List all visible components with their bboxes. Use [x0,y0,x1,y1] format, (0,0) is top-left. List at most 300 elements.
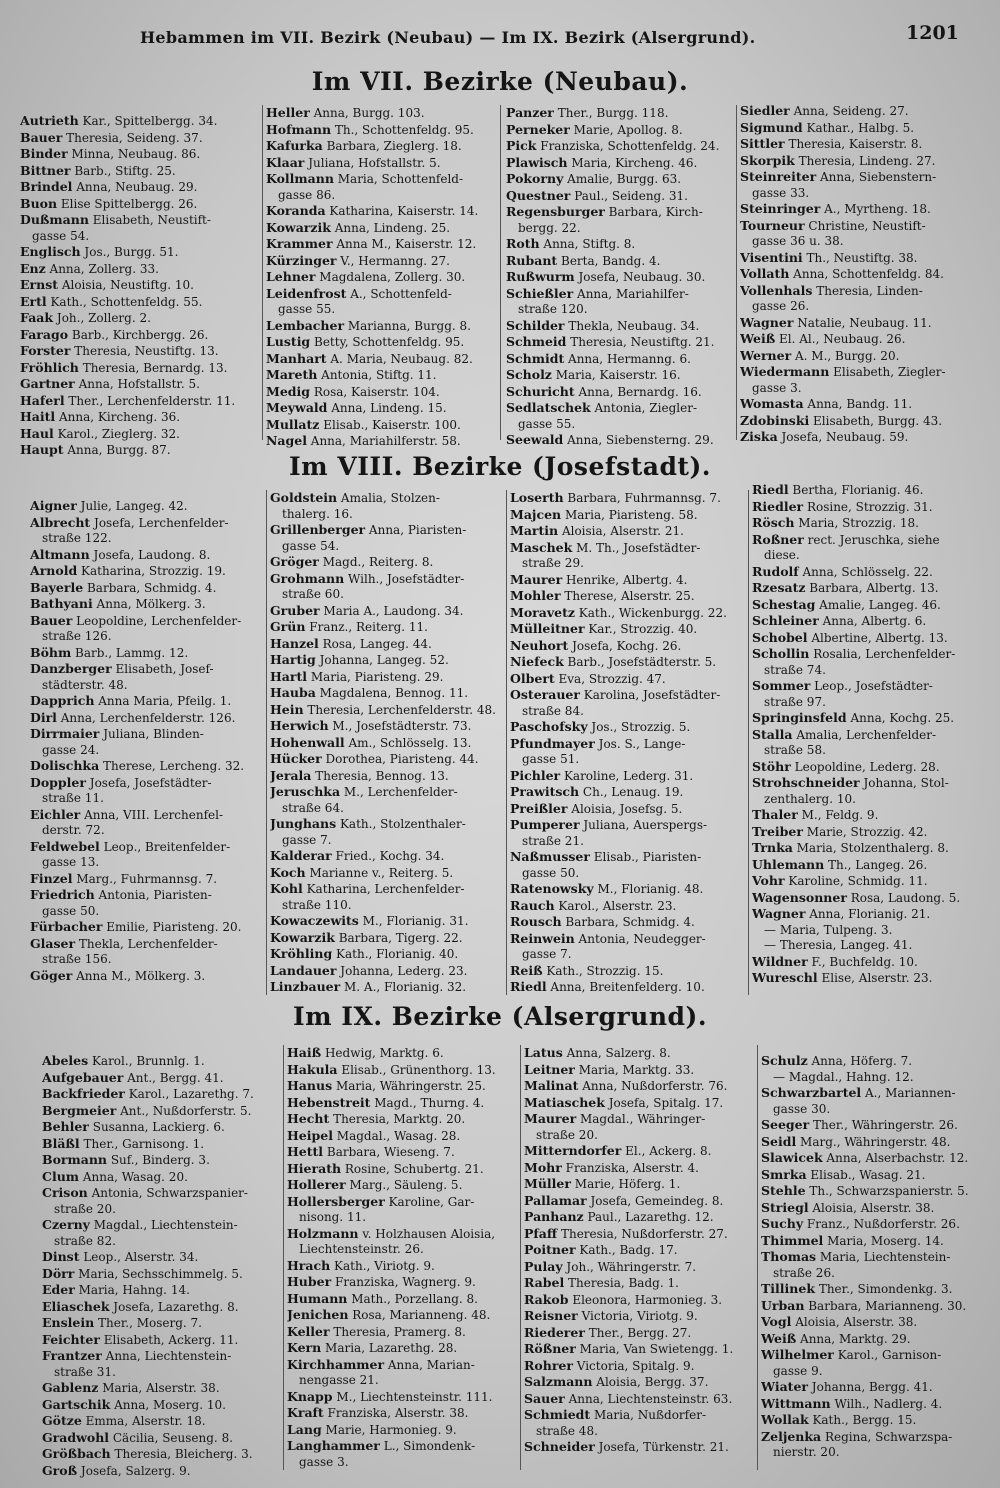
entry-surname: Plawisch [506,154,568,170]
entry-surname: Mitterndorfer [524,1143,622,1158]
entry-details: Anna, VIII. Lerchenfel- [80,807,224,822]
entry-surname: Springinsfeld [752,710,847,725]
directory-entry [42,1152,281,1169]
entry-surname: Tillinek [761,1281,815,1296]
entry-details: Elisab., Wasag. 21. [806,1167,926,1182]
entry-surname: Bittner [20,162,71,178]
entry-details: Elisab., Grünenthorg. 13. [337,1062,496,1077]
entry-details: Josefa, Josefstädter- [85,775,212,790]
entry-details: Kathar., Halbg. 5. [802,120,915,135]
entry-surname: Thomas [761,1249,817,1264]
directory-entry [761,1134,994,1151]
entry-details: Anna, Burgg. 103. [309,106,425,120]
entry-surname: Goldstein [270,490,338,505]
directory-entry [42,1086,281,1103]
entry-surname: Pulay [524,1258,563,1274]
entry-details: Josefa, Lerchenfelder- [90,515,229,530]
directory-entry [42,1315,281,1332]
entry-details: Elise, Alserstr. 23. [817,971,933,985]
entries-column-viii-2 [270,490,504,996]
entries-column-vii-1 [20,113,260,459]
entry-surname: Paschofsky [510,719,588,734]
directory-entry [524,1439,755,1456]
entry-surname: Enz [20,260,46,276]
directory-entry [270,490,504,507]
entry-details: Karol., Garnison- [833,1348,942,1362]
entry-details: Ant., Bergg. 41. [123,1070,224,1085]
entry-details: Maria, Stolzenthalerg. 8. [792,841,949,855]
entry-surname: Kohl [270,881,303,896]
directory-entry [287,1226,518,1243]
directory-entry [510,898,746,915]
entry-surname: Haferl [20,392,65,408]
directory-entry [270,881,504,898]
entry-details: Jos. S., Lange- [594,736,686,751]
entry-details: Aloisia, Bergg. 37. [592,1375,709,1389]
entry-surname: Seeger [761,1117,810,1132]
entry-surname: Suchy [761,1216,804,1231]
entry-surname: Riederer [524,1324,585,1340]
entry-surname: Koch [270,864,306,880]
entry-surname: Vollath [740,266,790,281]
directory-entry [510,931,746,948]
entry-surname: Kafurka [266,138,323,153]
entry-details: Ther., Burgg. 118. [553,106,669,120]
entry-details: Julie, Langeg. 42. [76,499,188,513]
directory-entry [287,1405,518,1422]
entry-details: Anna, Moserg. 10. [110,1397,226,1412]
directory-entry [42,1217,281,1234]
entry-details: M., Feldg. 9. [797,808,879,822]
entry-details: straße 11. [42,791,104,805]
entry-details: Anna, Mölkerg. 3. [92,597,206,611]
directory-entry [20,327,260,344]
entry-surname: Eliaschek [42,1298,110,1314]
directory-entry [287,1340,518,1357]
directory-entry [752,630,984,647]
entry-details: Regina, Schwarzspa- [821,1429,953,1444]
directory-entry [510,881,746,898]
directory-entry [42,1249,281,1266]
entry-details: Anna Maria, Pfeilg. 1. [94,694,232,708]
entry-details: Anna, Piaristen- [365,523,467,537]
entry-details: Franz., Nußdorferstr. 26. [803,1217,960,1231]
directory-entry [30,596,264,613]
entry-details: M., Josefstädterstr. 73. [328,719,472,733]
directory-entry [30,968,264,985]
entry-surname: Hanzel [270,635,319,651]
entry-surname: Schießler [506,285,574,301]
entry-details: Maria, Strozzig. 18. [794,516,919,530]
entry-surname: Heipel [287,1127,333,1143]
entry-details: Kath., Wickenburgg. 22. [574,605,727,620]
entry-details: Antonia, Stiftg. 11. [317,368,437,382]
entry-surname: Zeljenka [761,1428,822,1444]
entry-details: Maria, Nußdorfer- [590,1408,707,1422]
entry-details: Barb., Kirchbergg. 26. [68,327,209,342]
entry-surname: Lembacher [266,317,345,333]
directory-entry [740,250,972,267]
entry-details: Katharina, Kaiserstr. 14. [325,204,479,218]
entry-surname: Götze [42,1413,82,1428]
entry-surname: Schestag [752,596,816,612]
column-rule [262,105,263,440]
directory-entry [270,930,504,947]
directory-entry [761,1379,994,1396]
entry-surname: Siedler [740,103,790,118]
entry-surname: Sedlatschek [506,400,591,415]
directory-entry [287,1062,518,1079]
entry-details: straße 20. [536,1127,598,1142]
directory-entry [266,351,498,368]
directory-entry [761,1396,994,1413]
entry-details: Johanna, Langeg. 52. [315,653,449,667]
entry-continuation [266,302,498,318]
entry-surname: Hierath [287,1160,342,1176]
entry-surname: Maurer [524,1111,577,1126]
entry-surname: Poitner [524,1242,576,1257]
entry-details: Kath., Viriotg. 9. [330,1258,435,1273]
page-number: 1201 [906,22,959,44]
entry-surname: Werner [740,347,792,363]
entry-details: Paul., Lazarethg. 12. [583,1210,714,1224]
entry-surname: Gartner [20,376,75,391]
entry-surname: Kern [287,1340,322,1355]
entry-details: straße 110. [282,897,352,912]
entry-surname: Schmeid [506,334,567,349]
entry-details: Anna, Bandg. 11. [803,397,913,411]
entry-details: Jos., Burgg. 51. [80,245,179,259]
entry-details: Anna, Mariahilfer- [573,286,689,301]
directory-entry [30,580,264,597]
entry-surname: Grohmann [270,570,345,586]
directory-entry [752,824,984,841]
entry-details: Anna, Burgg. 87. [63,443,171,457]
entry-details: Natalie, Neubaug. 11. [793,315,932,330]
directory-entry [270,603,504,620]
entry-surname: Mülleitner [510,621,585,636]
entry-details: Joh., Zollerg. 2. [53,311,151,325]
directory-entry [270,702,504,719]
entry-surname: Schwarzbartel [761,1085,862,1100]
entry-surname: Bauer [20,129,63,145]
entry-details: Antonia, Schwarzspanier- [87,1186,248,1200]
directory-entry [752,710,984,727]
entry-details: — Theresia, Langeg. 41. [764,938,913,952]
directory-entry [270,522,504,539]
entry-details: Katharina, Strozzig. 19. [77,564,226,578]
entry-details: straße 97. [764,694,826,709]
directory-entry [510,605,746,622]
entry-surname: Trnka [752,840,793,855]
directory-entry [270,636,504,653]
directory-entry [761,1216,994,1233]
entry-details: Th., Schottenfeldg. 95. [331,122,474,137]
entry-surname: Aufgebauer [42,1069,124,1085]
entry-details: Anna, Schottenfeldg. 84. [789,267,944,281]
entry-surname: Seewald [506,432,564,447]
entry-surname: Autrieth [20,113,79,128]
entry-surname: Farago [20,326,69,342]
entry-details: Susanna, Lackierg. 6. [88,1120,225,1134]
directory-entry [752,759,984,776]
entry-details: Emma, Alserstr. 18. [81,1414,206,1428]
entry-details: Eva, Strozzig. 47. [554,671,666,686]
entry-details: Kar., Strozzig. 40. [584,622,698,636]
entry-surname: Kraft [287,1405,324,1420]
directory-entry [287,1144,518,1161]
entry-details: A. Maria, Neubaug. 82. [326,351,473,366]
entry-surname: Loserth [510,490,564,505]
entry-surname: Hohenwall [270,734,345,750]
entry-surname: Haupt [20,442,64,457]
entry-details: Barb., Stiftg. 25. [70,163,176,178]
entry-continuation [30,531,264,547]
entry-details: Kath., Schottenfeldg. 55. [46,294,203,309]
entry-surname: Wagner [740,314,794,330]
entry-details: bergg. 22. [518,220,581,235]
directory-entry [30,758,264,775]
directory-entry [761,1167,994,1184]
entry-surname: Scholz [506,367,552,382]
directory-entry [761,1249,994,1266]
entry-details: Rosa, Marianneng. 48. [348,1308,491,1322]
directory-entry [30,839,264,856]
entry-details: gasse 24. [42,742,100,757]
entry-details: Josefa, Türkenstr. 21. [594,1440,729,1454]
entry-details: gasse 3. [752,380,802,395]
entry-surname: Pumperer [510,817,580,832]
entry-details: gasse 54. [282,538,340,553]
entry-details: Ther., Währingerstr. 26. [809,1118,958,1132]
column-rule [757,1045,758,1470]
directory-entry [506,286,734,303]
entry-surname: Kröhling [270,946,333,961]
directory-entry [510,572,746,589]
entry-details: Anna, Schlösselg. 22. [798,564,933,579]
entry-details: gasse 13. [42,855,100,869]
entry-surname: Panhanz [524,1209,584,1224]
entry-surname: Lustig [266,334,311,349]
entry-surname: Wildner [752,953,808,969]
directory-entry [30,547,264,564]
directory-entry [287,1111,518,1128]
entry-continuation [270,833,504,849]
directory-entry [524,1095,755,1112]
entry-continuation [30,743,264,759]
entry-details: Ther., Lerchenfelderstr. 11. [64,393,236,408]
entry-surname: Pfundmayer [510,735,595,751]
entry-surname: Haul [20,425,54,441]
entry-surname: Wiater [761,1379,808,1394]
directory-entry [270,784,504,801]
entry-surname: Gröger [270,554,319,569]
entry-surname: Hollerer [287,1177,346,1192]
directory-entry [42,1053,281,1070]
directory-entry [752,613,984,630]
entry-surname: Hakula [287,1061,338,1077]
directory-entry [761,1117,994,1134]
entry-details: V., Hermanng. 27. [336,253,450,268]
entry-details: Josefa, Neubaug. 59. [777,430,909,444]
entry-details: Anna, Höferg. 7. [807,1054,913,1068]
directory-entry [740,283,972,300]
entry-details: Anna, Florianig. 21. [805,907,931,921]
entry-surname: Jeruschka [270,784,341,799]
entries-column-ix-1 [42,1053,281,1479]
entry-details: Ther., Bergg. 27. [584,1325,692,1340]
directory-entry [42,1413,281,1430]
entry-details: gasse 54. [32,228,90,243]
entry-details: Franziska, Alserstr. 4. [561,1160,699,1175]
entry-details: Amalia, Stolzen- [337,491,440,505]
directory-entry [524,1374,755,1391]
entry-surname: Buon [20,195,58,211]
entry-details: Antonia, Piaristen- [94,888,212,902]
entry-surname: Dirl [30,709,57,725]
entry-surname: Manhart [266,350,327,366]
entry-details: Leop., Breitenfelder- [99,839,231,854]
directory-entry [510,588,746,605]
directory-entry [506,269,734,286]
directory-entry [752,499,984,516]
running-head: Hebammen im VII. Bezirk (Neubau) — Im IX. Bezirk (Alsergrund). [140,28,756,47]
directory-entry [524,1226,755,1243]
directory-entry [42,1103,281,1120]
directory-entry [510,784,746,801]
entry-surname: Klaar [266,154,305,170]
entry-surname: Glaser [30,935,76,951]
entry-surname: Malinat [524,1078,579,1093]
entry-details: gasse 86. [278,187,336,202]
entry-continuation [510,947,746,963]
directory-entry [752,840,984,857]
entry-continuation [761,1266,994,1282]
entry-surname: Landauer [270,962,337,978]
entry-surname: Pokorny [506,171,564,186]
entry-surname: Feldwebel [30,838,100,854]
directory-entry [761,1053,994,1070]
directory-entry [287,1438,518,1455]
directory-entry [30,613,264,630]
entry-surname: Clum [42,1168,80,1184]
entries-column-viii-4 [752,482,984,987]
entry-surname: Abeles [42,1053,89,1068]
entry-surname: Riedl [510,979,547,994]
directory-entry [266,105,498,122]
directory-entry [287,1128,518,1145]
entry-surname: Feichter [42,1331,100,1347]
entry-surname: Dußmann [20,212,89,227]
entry-details: gasse 7. [522,947,572,961]
entry-details: Leop., Alserstr. 34. [79,1250,199,1264]
entry-surname: Krammer [266,236,333,251]
entry-details: Maria, Moserg. 14. [823,1233,944,1248]
directory-entry [752,807,984,824]
entry-details: gasse 9. [773,1363,823,1378]
entry-continuation [266,188,498,204]
entry-surname: Mullatz [266,416,320,432]
entry-surname: Rousch [510,914,562,929]
column-rule [500,105,501,440]
directory-entry [761,1331,994,1348]
entry-details: Theresia, Neustiftg. 21. [566,335,715,349]
entry-surname: Doppler [30,774,86,790]
entry-details: Elisabeth, Neustift- [88,213,211,227]
entry-details: Marg., Säuleng. 5. [345,1178,463,1192]
entry-details: M., Lerchenfelder- [340,785,458,799]
entry-details: Maria, Alserstr. 38. [98,1381,220,1395]
entry-surname: Dirrmaier [30,726,100,741]
entry-surname: Ertl [20,293,47,309]
directory-entry [740,136,972,153]
entry-continuation [287,1242,518,1258]
directory-entry [506,105,734,122]
entry-surname: Mohler [510,588,561,603]
entry-surname: Böhm [30,644,72,660]
entry-details: Magdalena, Zollerg. 30. [315,270,466,284]
entry-continuation [740,299,972,315]
entry-continuation [524,1424,755,1440]
entry-details: Victoria, Spitalg. 9. [572,1358,695,1373]
directory-entry [510,719,746,736]
entry-details: Berta, Bandg. 4. [557,253,661,268]
directory-entry [20,163,260,180]
entry-details: nengasse 21. [299,1373,379,1387]
entry-surname: Forster [20,343,71,358]
entry-details: Anna, Neubaug. 29. [72,180,198,194]
entry-details: Marianne v., Reiterg. 5. [305,865,454,880]
entry-surname: Herwich [270,718,329,733]
directory-entry [20,442,260,459]
directory-entry [42,1169,281,1186]
entry-details: Johanna, Lederg. 23. [336,963,468,978]
entry-details: Anna, Wasag. 20. [79,1169,188,1184]
entry-surname: Striegl [761,1199,809,1215]
entry-details: Kath., Bergg. 15. [808,1413,917,1427]
entry-details: gasse 55. [278,302,336,316]
entry-continuation [506,417,734,433]
directory-entry [761,1314,994,1331]
directory-entry [510,849,746,866]
directory-entry [42,1397,281,1414]
entry-continuation [287,1210,518,1226]
column-rule [266,490,267,995]
entry-continuation [761,1445,994,1461]
entry-surname: Perneker [506,121,570,137]
entry-details: Maria, Kircheng. 46. [567,155,698,170]
entry-details: Karoline, Schmidg. 11. [784,874,928,888]
entry-details: M. Th., Josefstädter- [572,540,701,555]
directory-entry [287,1045,518,1062]
entry-details: Magdal., Währinger- [576,1112,706,1126]
entry-surname: Holzmann [287,1225,359,1241]
directory-entry [20,261,260,278]
entry-details: Thekla, Neubaug. 34. [564,318,700,333]
entry-surname: Dörr [42,1265,75,1281]
entry-details: Johanna, Stol- [859,776,949,790]
directory-entry [30,515,264,532]
entry-details: Ther., Simondenkg. 3. [815,1282,953,1296]
directory-entry [20,244,260,261]
entry-details: Karolina, Josefstädter- [579,688,721,702]
entry-surname: Regensburger [506,204,605,219]
directory-entry [42,1332,281,1349]
entry-surname: Weiß [761,1330,797,1346]
directory-entry [761,1233,994,1250]
entry-details: Franziska, Alserstr. 38. [323,1406,469,1420]
entry-continuation [30,855,264,871]
